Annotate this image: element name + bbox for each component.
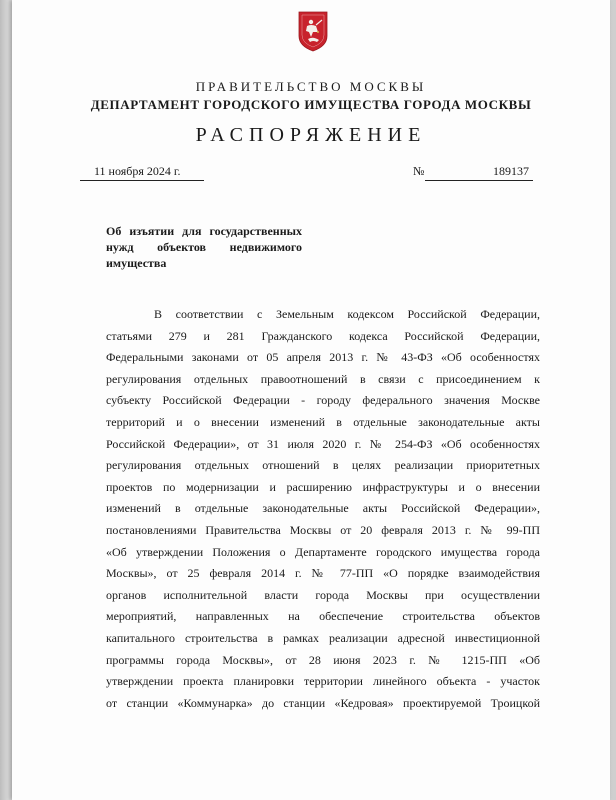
subject-line: Об изъятии для государственных bbox=[106, 224, 302, 238]
department-title: ДЕПАРТАМЕНТ ГОРОДСКОГО ИМУЩЕСТВА ГОРОДА МОСКВЫ bbox=[90, 97, 532, 112]
body-line: программы города Москвы», от 28 июня 2023 г. № 1215-ПП «Об bbox=[106, 652, 540, 667]
moscow-coat-of-arms-icon bbox=[298, 10, 328, 52]
body-line: органов исполнительной власти города Москвы при осуществлении bbox=[106, 587, 540, 602]
document-type-title: РАСПОРЯЖЕНИЕ bbox=[195, 124, 427, 146]
body-line: В соответствии с Земельным кодексом Российской Федерации, bbox=[154, 307, 540, 321]
body-line: Москвы», от 25 февраля 2014 г. № 77-ПП «О порядке взаимодействия bbox=[106, 566, 540, 581]
document-subject bbox=[106, 223, 302, 271]
body-line: Российской Федерации», от 31 июля 2020 г. № 254-ФЗ «Об особенностях bbox=[106, 436, 540, 451]
government-title: ПРАВИТЕЛЬСТВО МОСКВЫ bbox=[195, 79, 427, 94]
body-line: «Об утверждении Положения о Департаменте городского имущества города bbox=[106, 544, 540, 559]
body-line: мероприятий, направленных на обеспечение строительства объектов bbox=[106, 609, 540, 624]
body-line: территорий и о внесении изменений в отдельные законодательные акты bbox=[106, 414, 540, 429]
body-line: утверждении проекта планировки территории линейного объекта - участок bbox=[106, 674, 540, 689]
body-line: регулирования отдельных правоотношений в связи с присоединением к bbox=[106, 371, 540, 386]
body-line: капитального строительства в рамках реализации адресной инвестиционной bbox=[106, 630, 540, 645]
body-line: субъекту Российской Федерации - городу федерального значения Москве bbox=[106, 393, 540, 408]
body-line: постановлениями Правительства Москвы от 20 февраля 2013 г. № 99-ПП bbox=[106, 522, 540, 537]
document-number: 189137 bbox=[425, 164, 533, 181]
document-date: 11 ноября 2024 г. bbox=[80, 164, 204, 181]
body-line: изменений в отдельные законодательные акты Российской Федерации», bbox=[106, 501, 540, 516]
body-line: статьями 279 и 281 Гражданского кодекса Российской Федерации, bbox=[106, 328, 540, 343]
document-body bbox=[106, 304, 540, 714]
body-line: проектов по модернизации и расширению инфраструктуры и о внесении bbox=[106, 479, 540, 494]
subject-line: имущества bbox=[106, 256, 167, 270]
body-line: от станции «Коммунарка» до станции «Кедровая» проектируемой Троицкой bbox=[106, 695, 540, 710]
subject-line: нужд объектов недвижимого bbox=[106, 240, 302, 254]
body-line: Федеральными законами от 05 апреля 2013 г. № 43-ФЗ «Об особенностях bbox=[106, 350, 540, 365]
number-label: № bbox=[413, 164, 425, 178]
document-page bbox=[12, 0, 610, 800]
body-line: регулирования отдельных отношений в целях реализации приоритетных bbox=[106, 458, 540, 473]
